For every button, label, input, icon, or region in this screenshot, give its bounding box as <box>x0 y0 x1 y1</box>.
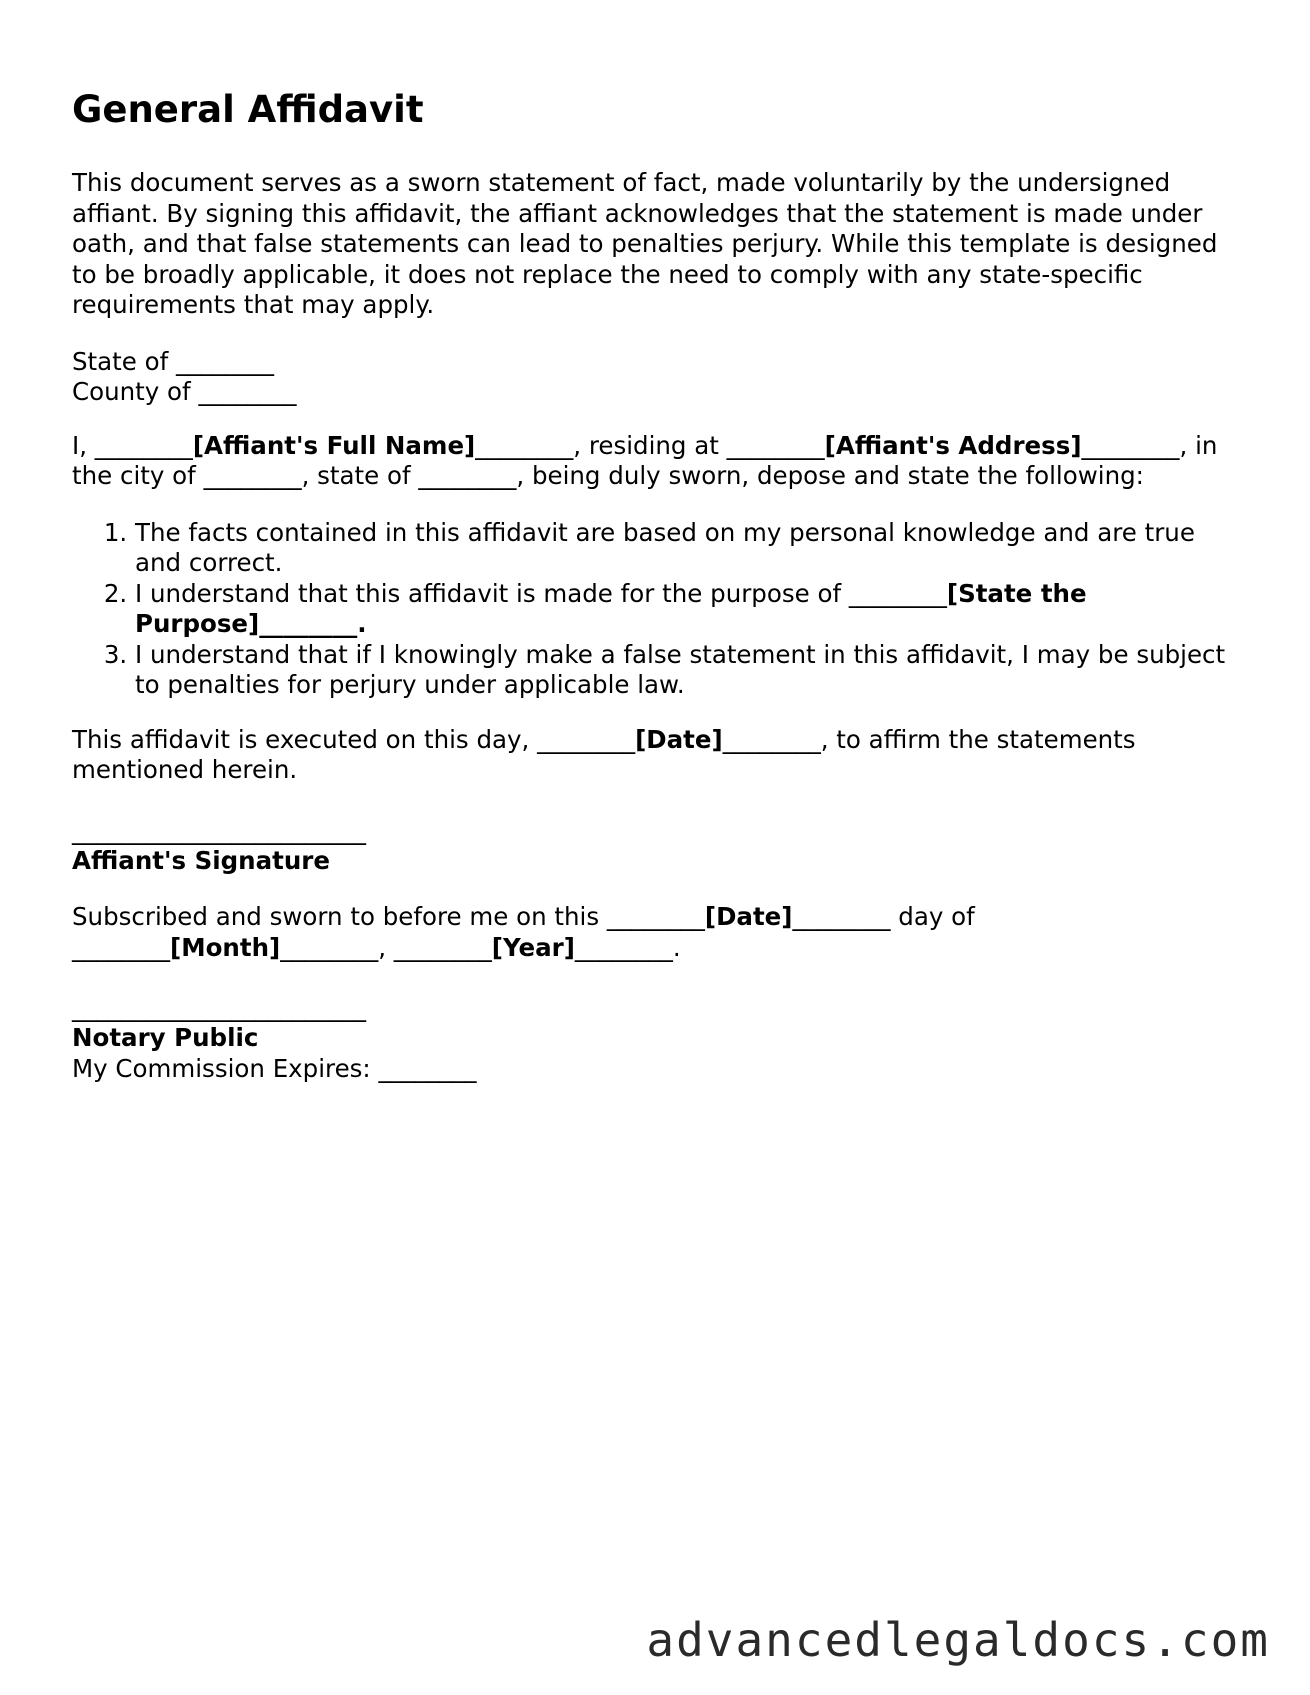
statement-2-text: I understand that this affidavit is made for the purpose of ________ <box>135 578 947 608</box>
statement-item-3: 3. I understand that if I knowingly make a false statement in this affidavit, I may be subject to penalties for perjury under applicable law. <box>135 640 1232 701</box>
affiant-signature-line: ________________________ <box>72 815 366 845</box>
affiant-signature-label: Affiant's Signature <box>72 845 330 875</box>
jurat-text-4: ________. <box>574 932 681 962</box>
execution-text-1: This affidavit is executed on this day, ________ <box>72 724 636 754</box>
affidavit-document <box>72 88 1232 1084</box>
intro-paragraph: This document serves as a sworn statement of fact, made voluntarily by the undersigned affiant. By signing this affidavit, the affiant acknowledges that the statement is made under oath, and that false statements can lead to penalties perjury. While this template is designed to be broadly applicable, it does not replace the need to comply with any state-specific requirements that may apply. <box>72 168 1218 319</box>
notary-block <box>72 993 1232 1084</box>
affiant-address-field: [Affiant's Address] <box>824 430 1082 460</box>
county-line: County of ________ <box>72 377 297 406</box>
statement-2-blank: ________. <box>259 609 367 638</box>
affiant-signature-block <box>72 816 1232 877</box>
execution-date-field: [Date] <box>635 724 723 754</box>
jurat-month-field: [Month] <box>170 932 281 962</box>
declaration-text-1: I, ________ <box>72 430 193 460</box>
jurat-text-1: Subscribed and sworn to before me on this ________ <box>72 902 705 931</box>
affiant-name-field: [Affiant's Full Name] <box>192 430 476 460</box>
execution-paragraph <box>72 725 1232 786</box>
jurat-date-field: [Date] <box>704 902 793 931</box>
document-title: General Affidavit <box>72 88 424 131</box>
watermark-text: advancedlegaldocs.com <box>646 1613 1270 1667</box>
venue-block <box>72 347 1232 408</box>
notary-signature-line: ________________________ <box>72 993 366 1022</box>
declaration-text-3: ________, in the city of ________, state of ________, being duly sworn, depose and state the following: <box>72 430 1218 490</box>
jurat-text-3: ________, ________ <box>280 932 492 962</box>
purpose-field: [State the Purpose] <box>135 578 1087 638</box>
statement-item-1: 1. The facts contained in this affidavit are based on my personal knowledge and are true and correct. <box>135 518 1232 579</box>
statements-list <box>72 518 1232 701</box>
statement-item-2 <box>135 579 1232 640</box>
jurat-year-field: [Year] <box>491 932 575 962</box>
jurat-paragraph <box>72 902 1232 963</box>
declaration-paragraph <box>72 431 1232 492</box>
state-line: State of ________ <box>72 346 275 376</box>
declaration-text-2: ________, residing at ________ <box>475 430 825 460</box>
notary-label: Notary Public <box>72 1023 259 1052</box>
commission-expires-line: My Commission Expires: ________ <box>72 1053 477 1083</box>
execution-text-2: ________, to affirm the statements mentioned herein. <box>72 724 1136 784</box>
jurat-text-2: ________ day of ________ <box>72 902 975 962</box>
